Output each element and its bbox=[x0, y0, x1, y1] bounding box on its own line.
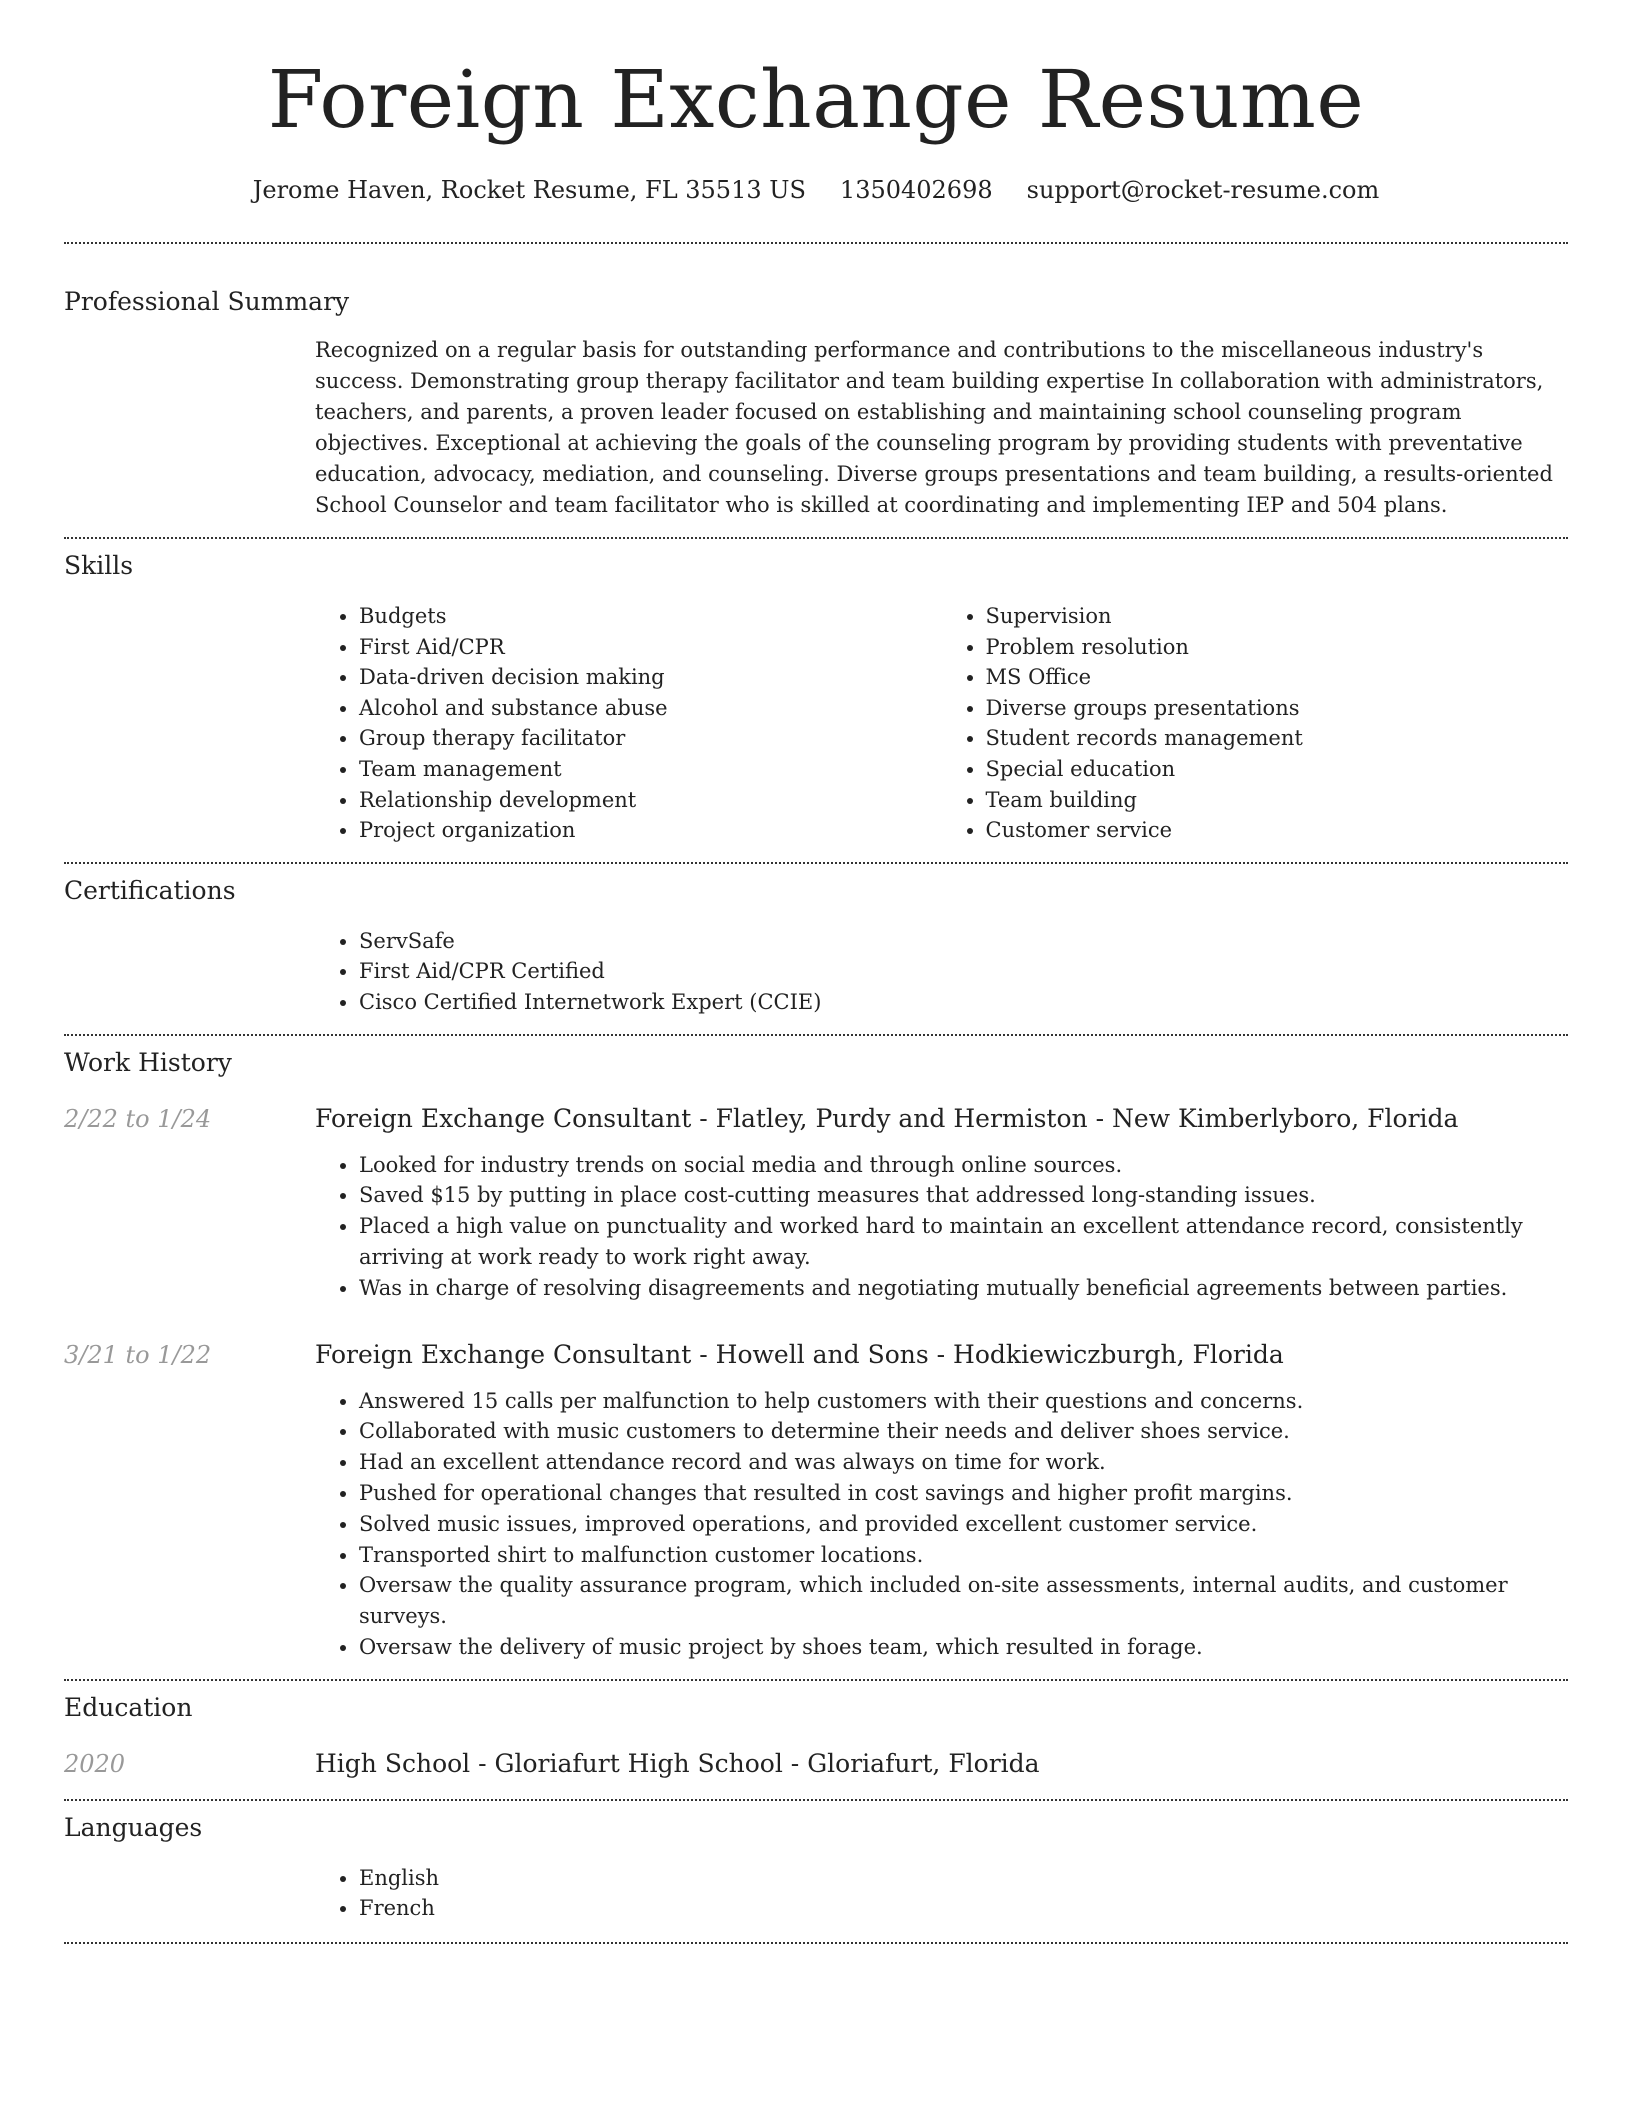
job-dates: 2/22 to 1/24 bbox=[64, 1104, 212, 1133]
list-item: • Transported shirt to malfunction customer locations. bbox=[359, 1540, 1568, 1571]
list-item: • Had an excellent attendance record and was always on time for work. bbox=[359, 1447, 1568, 1478]
list-item: • First Aid/CPR bbox=[359, 632, 942, 663]
list-item: • Problem resolution bbox=[986, 632, 1569, 663]
summary-heading: Professional Summary bbox=[64, 287, 350, 316]
education-section bbox=[64, 1691, 1568, 1781]
list-item: • English bbox=[359, 1863, 1568, 1894]
section-divider bbox=[64, 537, 1568, 539]
job-title: Foreign Exchange Consultant - Howell and Sons - Hodkiewiczburgh, Florida bbox=[315, 1339, 1284, 1369]
skills-list-right bbox=[942, 601, 1569, 846]
job-dates: 3/21 to 1/22 bbox=[64, 1340, 212, 1369]
list-item: • Oversaw the delivery of music project by shoes team, which resulted in forage. bbox=[359, 1632, 1568, 1663]
job-entry bbox=[64, 1102, 1568, 1304]
list-item: • Student records management bbox=[986, 723, 1569, 754]
header-divider bbox=[64, 242, 1568, 244]
skills-list-left bbox=[315, 601, 942, 846]
list-item: • First Aid/CPR Certified bbox=[359, 956, 1568, 987]
list-item: • Oversaw the quality assurance program, which included on-site assessments, internal audits, and customer surveys. bbox=[359, 1570, 1568, 1632]
list-item: • French bbox=[359, 1893, 1568, 1924]
list-item: • Team building bbox=[986, 785, 1569, 816]
list-item: • Alcohol and substance abuse bbox=[359, 693, 942, 724]
education-heading: Education bbox=[64, 1692, 193, 1722]
list-item: • Collaborated with music customers to determine their needs and deliver shoes service. bbox=[359, 1416, 1568, 1447]
list-item: • Special education bbox=[986, 754, 1569, 785]
languages-heading: Languages bbox=[64, 1812, 203, 1842]
list-item: • Was in charge of resolving disagreements and negotiating mutually beneficial agreements between parties. bbox=[359, 1273, 1568, 1304]
section-divider bbox=[64, 862, 1568, 864]
languages-section bbox=[64, 1811, 1568, 1924]
list-item: • Pushed for operational changes that resulted in cost savings and higher profit margins. bbox=[359, 1478, 1568, 1509]
certifications-list bbox=[315, 926, 1568, 1018]
resume-title: Foreign Exchange Resume bbox=[267, 53, 1365, 146]
list-item: • Supervision bbox=[986, 601, 1569, 632]
list-item: • ServSafe bbox=[359, 926, 1568, 957]
job-entry bbox=[64, 1338, 1568, 1663]
list-item: • MS Office bbox=[986, 662, 1569, 693]
resume-page bbox=[64, 0, 1568, 1944]
work-heading: Work History bbox=[64, 1047, 232, 1077]
list-item: • Answered 15 calls per malfunction to help customers with their questions and concerns. bbox=[359, 1386, 1568, 1417]
list-item: • Looked for industry trends on social media and through online sources. bbox=[359, 1150, 1568, 1181]
certifications-section bbox=[64, 874, 1568, 1018]
education-entry: High School - Gloriafurt High School - Gloriafurt, Florida bbox=[315, 1748, 1040, 1778]
summary-text: Recognized on a regular basis for outstanding performance and contributions to the miscellaneous industry's success. Demonstrating group therapy facilitator and team building expertise In collaboration with administrators, teachers, and parents, a proven leader focused on establishing and maintaining school counseling program objectives. Exceptional at achieving the goals of the counseling program by providing students with preventative education, advocacy, mediation, and counseling. Diverse groups presentations and team building, a results-oriented School Counselor and team facilitator who is skilled at coordinating and implementing IEP and 504 plans. bbox=[315, 338, 1553, 517]
list-item: • Team management bbox=[359, 754, 942, 785]
job-bullets bbox=[315, 1150, 1568, 1304]
section-divider bbox=[64, 1799, 1568, 1801]
certifications-heading: Certifications bbox=[64, 875, 236, 905]
list-item: • Solved music issues, improved operations, and provided excellent customer service. bbox=[359, 1509, 1568, 1540]
contact-address: Jerome Haven, Rocket Resume, FL 35513 US bbox=[252, 176, 806, 204]
list-item: • Data-driven decision making bbox=[359, 662, 942, 693]
list-item: • Project organization bbox=[359, 815, 942, 846]
list-item: • Cisco Certified Internetwork Expert (CCIE) bbox=[359, 987, 1568, 1018]
list-item: • Customer service bbox=[986, 815, 1569, 846]
job-bullets bbox=[315, 1386, 1568, 1663]
education-year: 2020 bbox=[64, 1749, 126, 1778]
skills-section bbox=[64, 549, 1568, 846]
list-item: • Saved $15 by putting in place cost-cutting measures that addressed long-standing issues. bbox=[359, 1180, 1568, 1211]
contact-phone: 1350402698 bbox=[839, 176, 993, 204]
contact-line bbox=[64, 174, 1568, 206]
list-item: • Group therapy facilitator bbox=[359, 723, 942, 754]
languages-list bbox=[315, 1863, 1568, 1924]
list-item: • Placed a high value on punctuality and worked hard to maintain an excellent attendance record, consistently arriving at work ready to work right away. bbox=[359, 1211, 1568, 1273]
skills-heading: Skills bbox=[64, 551, 134, 580]
job-title: Foreign Exchange Consultant - Flatley, Purdy and Hermiston - New Kimberlyboro, Florida bbox=[315, 1103, 1459, 1133]
summary-section bbox=[64, 285, 1568, 521]
contact-email: support@rocket-resume.com bbox=[1026, 176, 1380, 204]
section-divider bbox=[64, 1679, 1568, 1681]
section-divider bbox=[64, 1034, 1568, 1036]
list-item: • Budgets bbox=[359, 601, 942, 632]
work-section bbox=[64, 1046, 1568, 1663]
list-item: • Relationship development bbox=[359, 785, 942, 816]
section-divider bbox=[64, 1942, 1568, 1944]
list-item: • Diverse groups presentations bbox=[986, 693, 1569, 724]
